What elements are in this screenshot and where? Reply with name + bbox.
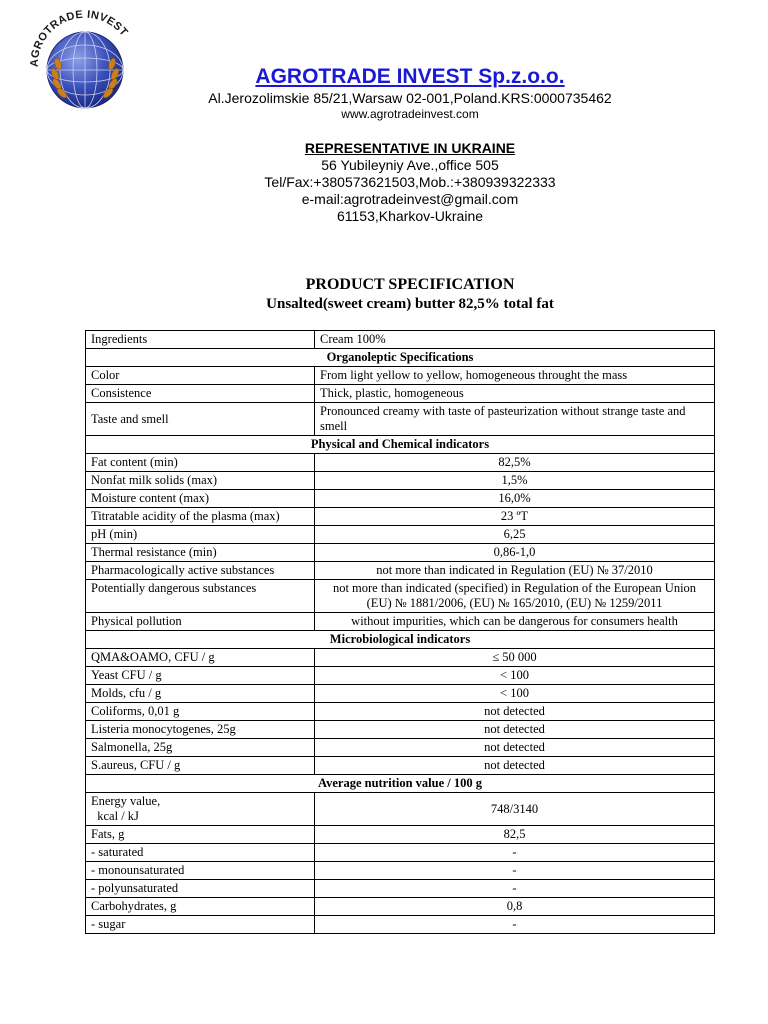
table-row [86,667,715,685]
spec-value: 0,86-1,0 [315,544,715,562]
table-row [86,757,715,775]
spec-value: not detected [315,757,715,775]
spec-table [85,330,715,934]
spec-value: 1,5% [315,472,715,490]
spec-label: Molds, cfu / g [86,685,315,703]
spec-label: Yeast CFU / g [86,667,315,685]
spec-value: Pronounced creamy with taste of pasteurization without strange taste and smell [315,403,715,436]
spec-label: Coliforms, 0,01 g [86,703,315,721]
spec-label: Moisture content (max) [86,490,315,508]
table-row [86,367,715,385]
representative-email: e-mail:agrotradeinvest@gmail.com [301,191,519,207]
table-row [86,703,715,721]
spec-label: - monounsaturated [86,862,315,880]
spec-value: 748/3140 [315,793,715,826]
spec-value: not detected [315,739,715,757]
spec-value: 16,0% [315,490,715,508]
table-row [86,898,715,916]
spec-value: 6,25 [315,526,715,544]
spec-label: Pharmacologically active substances [86,562,315,580]
table-row [86,562,715,580]
representative-title: REPRESENTATIVE IN UKRAINE [304,140,516,156]
spec-value: 23 ºT [315,508,715,526]
spec-value: - [315,862,715,880]
table-row [86,385,715,403]
spec-label: Physical pollution [86,613,315,631]
spec-label: - saturated [86,844,315,862]
table-row [86,739,715,757]
section-heading: Microbiological indicators [86,631,715,649]
spec-value: - [315,880,715,898]
spec-value: 82,5 [315,826,715,844]
spec-label: Color [86,367,315,385]
section-heading: Physical and Chemical indicators [86,436,715,454]
section-heading: Organoleptic Specifications [86,349,715,367]
table-section-row [86,775,715,793]
section-heading: Average nutrition value / 100 g [86,775,715,793]
spec-value: 82,5% [315,454,715,472]
table-row [86,862,715,880]
spec-value: 0,8 [315,898,715,916]
company-header [0,64,768,122]
spec-label: pH (min) [86,526,315,544]
table-row [86,880,715,898]
spec-label: Titratable acidity of the plasma (max) [86,508,315,526]
table-row [86,826,715,844]
table-section-row [86,436,715,454]
table-section-row [86,349,715,367]
company-address: Al.Jerozolimskie 85/21,Warsaw 02-001,Poland.KRS:0000735462 [208,90,612,106]
table-row [86,454,715,472]
spec-label: QMA&OAMO, CFU / g [86,649,315,667]
spec-label: - polyunsaturated [86,880,315,898]
spec-label: Thermal resistance (min) [86,544,315,562]
table-row [86,403,715,436]
spec-value: ≤ 50 000 [315,649,715,667]
table-row [86,331,715,349]
representative-city: 61153,Kharkov-Ukraine [336,208,484,224]
table-row [86,844,715,862]
spec-value: - [315,844,715,862]
spec-value: < 100 [315,667,715,685]
spec-title: PRODUCT SPECIFICATION [305,276,515,293]
spec-label: Ingredients [86,331,315,349]
table-row [86,793,715,826]
table-row [86,526,715,544]
representative-phone: Tel/Fax:+380573621503,Mob.:+380939322333 [264,174,556,190]
spec-value: not detected [315,703,715,721]
table-row [86,721,715,739]
spec-label: - sugar [86,916,315,934]
spec-label: S.aureus, CFU / g [86,757,315,775]
spec-value: not more than indicated in Regulation (EU) № 37/2010 [315,562,715,580]
spec-value: Cream 100% [315,331,715,349]
table-row [86,613,715,631]
spec-label: Salmonella, 25g [86,739,315,757]
table-row [86,490,715,508]
spec-heading [0,275,768,314]
company-website: www.agrotradeinvest.com [341,107,479,121]
spec-label: Carbohydrates, g [86,898,315,916]
spec-value: From light yellow to yellow, homogeneous throught the mass [315,367,715,385]
spec-label: Fat content (min) [86,454,315,472]
spec-label: Taste and smell [86,403,315,436]
spec-value: not more than indicated (specified) in Regulation of the European Union (EU) № 1881/2006, (EU) № 165/2010, (EU) № 1259/2011 [315,580,715,613]
spec-label: Listeria monocytogenes, 25g [86,721,315,739]
table-row [86,472,715,490]
spec-label: Potentially dangerous substances [86,580,315,613]
representative-address: 56 Yubileyniy Ave.,office 505 [321,157,499,173]
spec-value: not detected [315,721,715,739]
spec-value: without impurities, which can be dangerous for consumers health [315,613,715,631]
representative-block [0,140,768,225]
table-row [86,685,715,703]
table-section-row [86,631,715,649]
table-row [86,544,715,562]
company-name[interactable]: AGROTRADE INVEST Sp.z.o.o. [255,65,565,88]
spec-label: Fats, g [86,826,315,844]
table-row [86,580,715,613]
table-row [86,508,715,526]
spec-value: - [315,916,715,934]
spec-label: Consistence [86,385,315,403]
spec-value: < 100 [315,685,715,703]
spec-label: Energy value, kcal / kJ [86,793,315,826]
table-row [86,916,715,934]
logo-text: AGROTRADE INVEST [28,8,130,68]
table-row [86,649,715,667]
spec-value: Thick, plastic, homogeneous [315,385,715,403]
spec-label: Nonfat milk solids (max) [86,472,315,490]
spec-subtitle: Unsalted(sweet cream) butter 82,5% total fat [266,296,554,312]
